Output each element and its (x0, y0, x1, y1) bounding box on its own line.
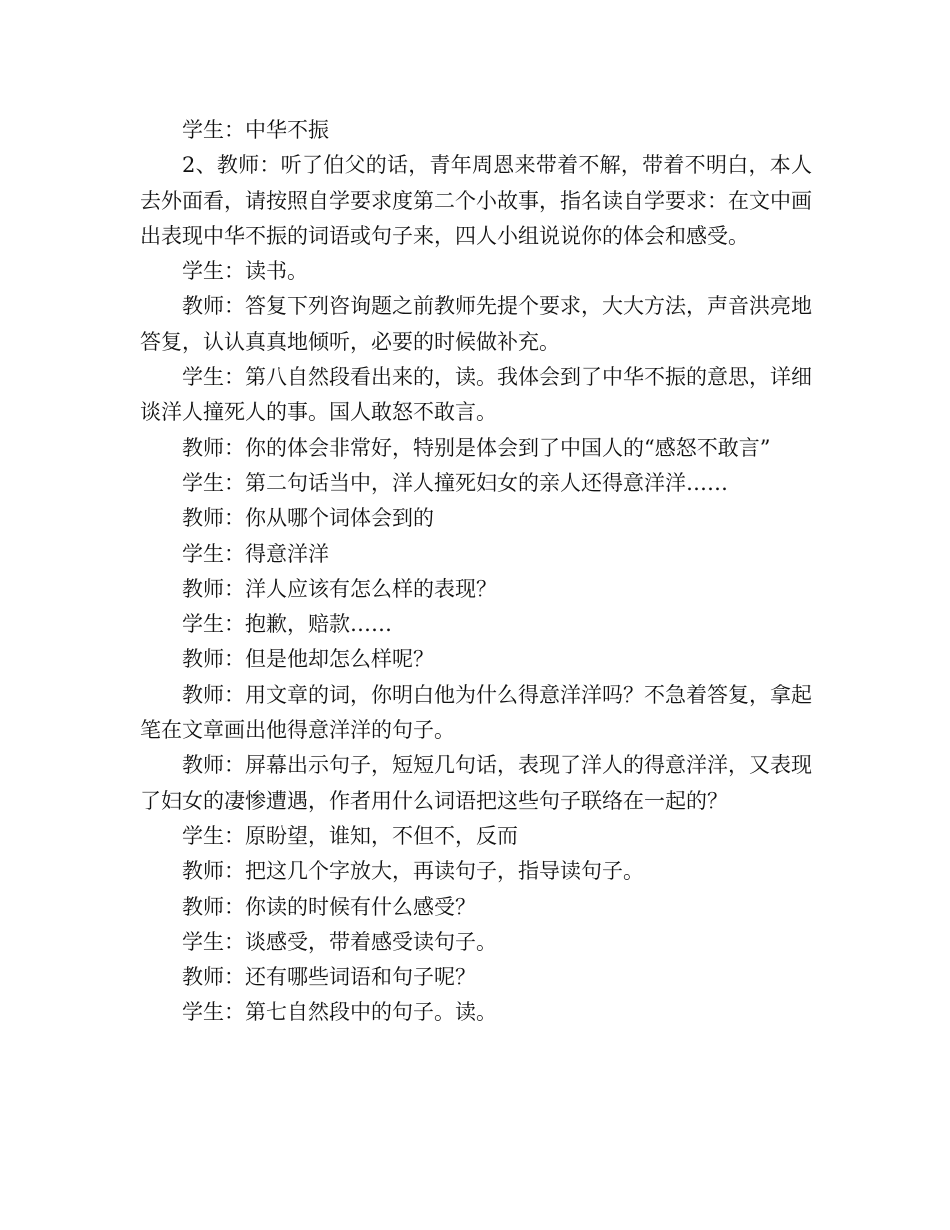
dialogue-line: 教师：你从哪个词体会到的 (182, 506, 434, 531)
dialogue-line: 教师：还有哪些词语和句子呢？ (182, 965, 476, 990)
dialogue-line: 教师：你的体会非常好，特别是体会到了中国人的“感怒不敢言” (182, 435, 771, 460)
dialogue-line: 2、教师：听了伯父的话，青年周恩来带着不解，带着不明白，本人去外面看，请按照自学要求度第二个小故事，指名读自学要求：在文中画出表现中华不振的词语或句子来，四人小组说说你的体会和感受。 (140, 153, 812, 248)
dialogue-line: 教师：用文章的词，你明白他为什么得意洋洋吗？不急着答复，拿起笔在文章画出他得意洋洋的句子。 (140, 682, 812, 743)
dialogue-line: 学生：谈感受，带着感受读句子。 (182, 929, 497, 954)
dialogue-line: 教师：答复下列咨询题之前教师先提个要求，大大方法，声音洪亮地答复，认认真真地倾听，必要的时候做补充。 (140, 294, 812, 354)
dialogue-line: 学生：第二句话当中，洋人撞死妇女的亲人还得意洋洋…… (182, 470, 728, 495)
dialogue-line: 教师：但是他却怎么样呢？ (182, 647, 434, 672)
dialogue-line: 学生：原盼望，谁知，不但不，反而 (182, 823, 518, 848)
dialogue-line: 教师：你读的时候有什么感受？ (182, 894, 476, 919)
dialogue-line: 学生：中华不振 (182, 118, 329, 142)
dialogue-line: 教师：屏幕出示句子，短短几句话，表现了洋人的得意洋洋，又表现了妇女的凄惨遭遇，作者用什么词语把这些句子联络在一起的？ (140, 753, 812, 813)
dialogue-line: 学生：读书。 (182, 259, 308, 284)
dialogue-line: 教师：洋人应该有怎么样的表现？ (182, 576, 497, 601)
document-page (140, 113, 812, 1031)
dialogue-line: 学生：第七自然段中的句子。读。 (182, 1000, 497, 1025)
dialogue-line: 学生：第八自然段看出来的，读。我体会到了中华不振的意思，详细谈洋人撞死人的事。国人敢怒不敢言。 (140, 365, 812, 425)
dialogue-line: 学生：抱歉，赔款…… (182, 612, 392, 637)
dialogue-line: 教师：把这几个字放大，再读句子，指导读句子。 (182, 859, 644, 884)
dialogue-line: 学生：得意洋洋 (182, 541, 329, 566)
